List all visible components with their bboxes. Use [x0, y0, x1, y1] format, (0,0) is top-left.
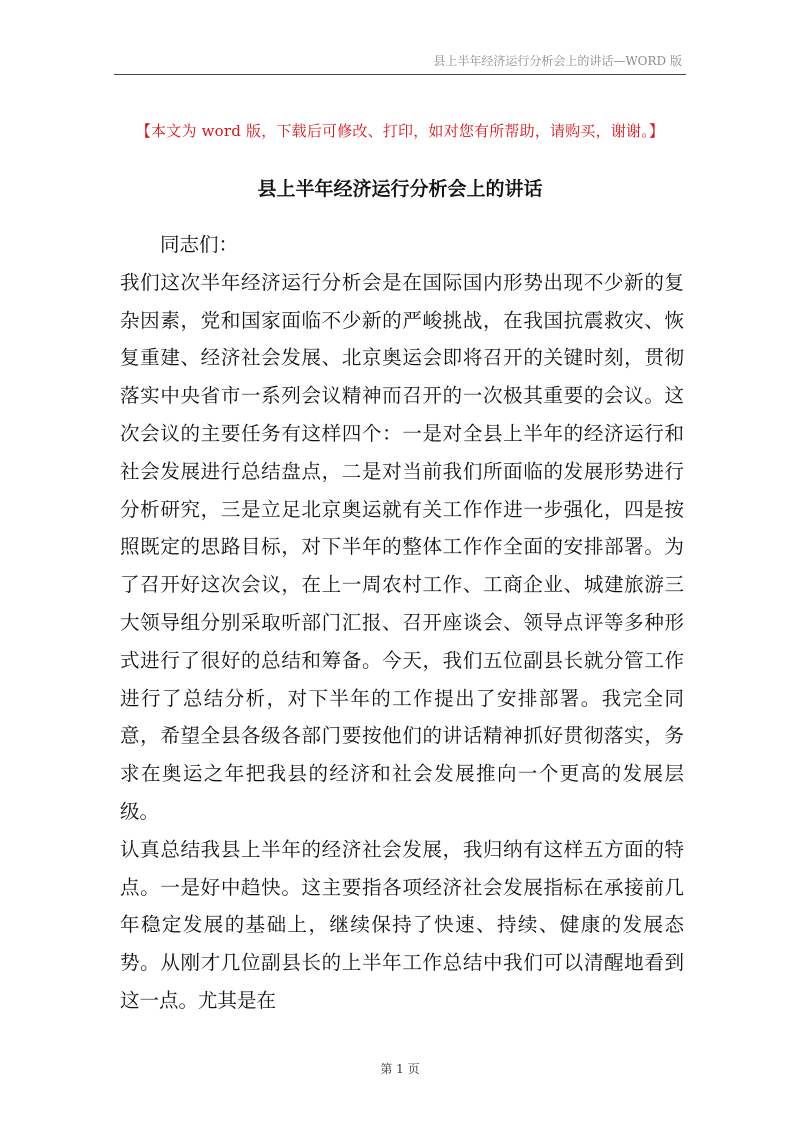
document-title: 县上半年经济运行分析会上的讲话	[257, 178, 543, 200]
document-body	[120, 226, 684, 1020]
header-divider	[114, 74, 686, 75]
page-number: 第 1 页	[380, 1062, 420, 1076]
running-header-title: 县上半年经济运行分析会上的讲话—WORD 版	[433, 54, 682, 68]
salutation: 同志们：	[160, 233, 239, 256]
purchase-notice: 【本文为 word 版，下载后可修改、打印，如对您有所帮助，请购买，谢谢。】	[135, 122, 665, 140]
body-paragraph: 认真总结我县上半年的经济社会发展，我归纳有这样五方面的特点。一是好中趋快。这主要指各项经济社会发展指标在承接前几年稳定发展的基础上，继续保持了快速、持续、健康的发展态势。从刚才几位副县长的上半年工作总结中我们可以清醒地看到这一点。尤其是在	[120, 837, 684, 1012]
body-paragraph: 我们这次半年经济运行分析会是在国际国内形势出现不少新的复杂因素，党和国家面临不少新的严峻挑战，在我国抗震救灾、恢复重建、经济社会发展、北京奥运会即将召开的关键时刻，贯彻落实中央省市一系列会议精神而召开的一次极其重要的会议。这次会议的主要任务有这样四个：一是对全县上半年的经济运行和社会发展进行总结盘点，二是对当前我们所面临的发展形势进行分析研究，三是立足北京奥运就有关工作作进一步强化，四是按照既定的思路目标，对下半年的整体工作作全面的安排部署。为了召开好这次会议，在上一周农村工作、工商企业、城建旅游三大领导组分别采取听部门汇报、召开座谈会、领导点评等多种形式进行了很好的总结和筹备。今天，我们五位副县长就分管工作进行了总结分析，对下半年的工作提出了安排部署。我完全同意，希望全县各级各部门要按他们的讲话精神抓好贯彻落实，务求在奥运之年把我县的经济和社会发展推向一个更高的发展层级。	[120, 270, 684, 823]
